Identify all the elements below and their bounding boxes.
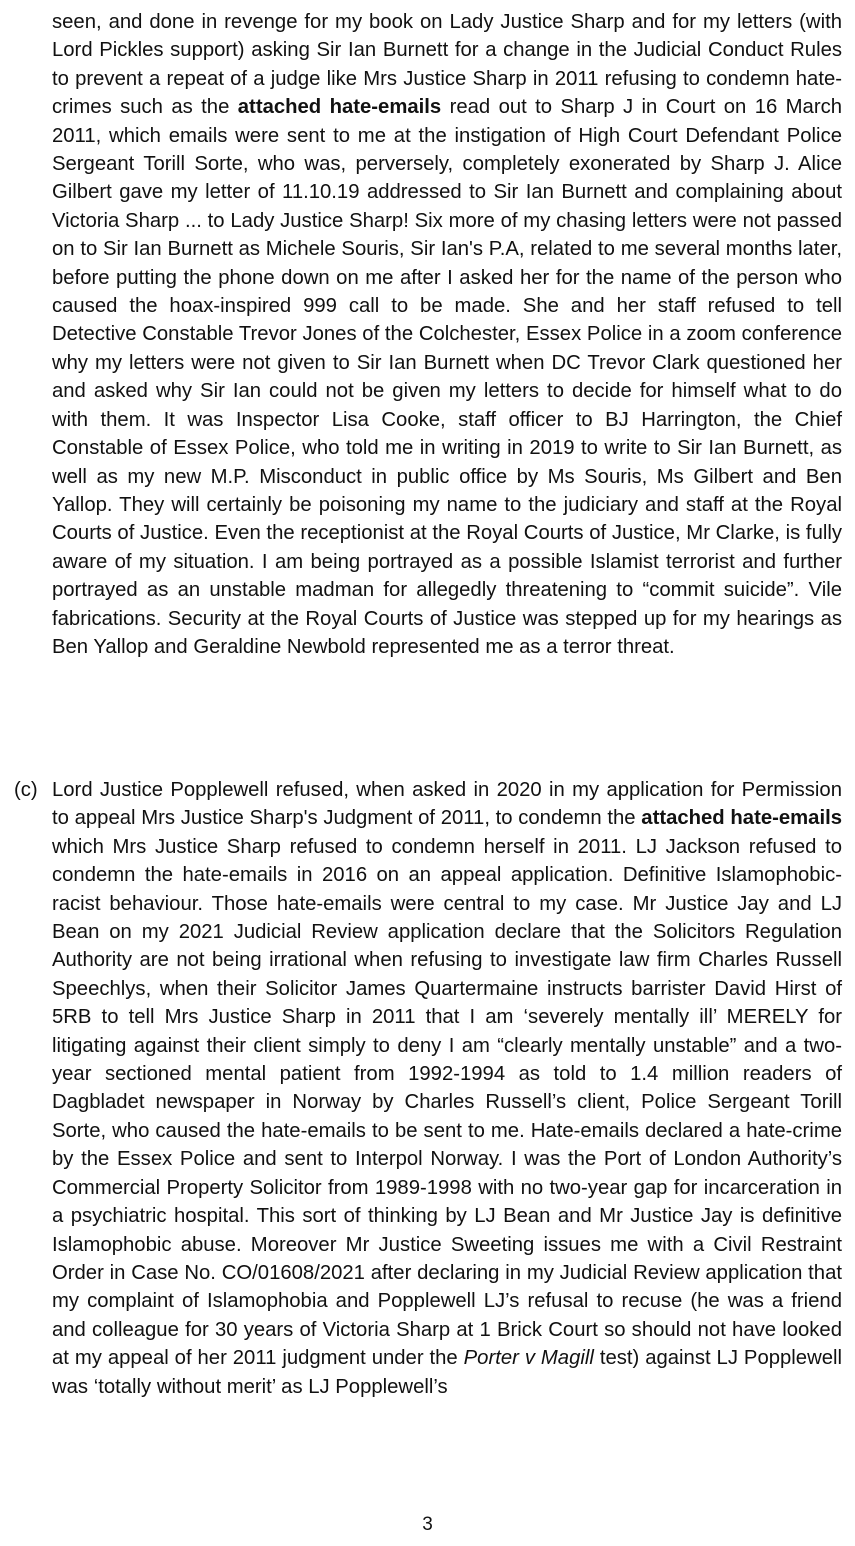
paragraph-c-label: (c) xyxy=(14,779,38,801)
paragraph-b-text-2: read out to Sharp J in Court on 16 March 2011, which emails were sent to me at the instigation of High Court Defendant Police Sergeant Torill Sorte, who was, perversely, completely exonerated by Sharp J. Alice Gilbert gave my letter of 11.10.19 addressed to Sir Ian Burnett and complaining about Victoria Sharp ... to Lady Justice Sharp! Six more of my chasing letters were not passed on to Sir Ian Burnett as Michele Souris, Sir Ian's P.A, related to me several months later, before putting the phone down on me after I asked her for the name of the person who caused the hoax-inspired 999 call to be made. She and her staff refused to tell Detective Constable Trevor Jones of the Colchester, Essex Police in a zoom conference why my letters were not given to Sir Ian Burnett when DC Trevor Clark questioned her and asked why Sir Ian could not be given my letters to decide for himself what to do with them. It was Inspector Lisa Cooke, staff officer to BJ Harrington, the Chief Constable of Essex Police, who told me in writing in 2019 to write to Sir Ian Burnett, as well as my new M.P. Misconduct in public office by Ms Souris, Ms Gilbert and Ben Yallop. They will certainly be poisoning my name to the judiciary and staff at the Royal Courts of Justice. Even the receptionist at the Royal Courts of Justice, Mr Clarke, is fully aware of my situation. I am being portrayed as a possible Islamist terrorist and further portrayed as an unstable madman for allegedly threatening to “commit suicide”. Vile fabrications. Security at the Royal Courts of Justice was stepped up for my hearings as Ben Yallop and Geraldine Newbold represented me as a terror threat. xyxy=(52,96,842,658)
paragraph-b-bold-hate-emails: attached hate-emails xyxy=(237,96,442,119)
paragraph-c-bold-hate-emails: attached hate-emails xyxy=(641,807,842,830)
paragraph-b-text-1: seen, and done in revenge for my book on Lady Justice Sharp and for my letters (with Lord Pickles support) asking Sir Ian Burnett for a change in the Judicial Conduct Rules to prevent a repeat of a judge like Mrs Justice Sharp in 2011 refusing to condemn hate-crimes such as the xyxy=(52,11,842,119)
paragraph-c xyxy=(52,776,842,1401)
paragraph-b-continuation xyxy=(52,8,842,661)
paragraph-c-text-3: test) against LJ Popplewell was ‘totally without merit’ as LJ Popplewell’s xyxy=(52,1347,843,1398)
page-number: 3 xyxy=(422,1514,433,1535)
paragraph-c-italic-case-name: Porter v Magill xyxy=(463,1347,594,1370)
paragraph-c-text-1: Lord Justice Popplewell refused, when asked in 2020 in my application for Permission to appeal Mrs Justice Sharp's Judgment of 2011, to condemn the xyxy=(52,779,842,830)
paragraph-c-text-2: which Mrs Justice Sharp refused to condemn herself in 2011. LJ Jackson refused to condemn the hate-emails in 2016 on an appeal application. Definitive Islamophobic-racist behaviour. Those hate-emails were central to my case. Mr Justice Jay and LJ Bean on my 2021 Judicial Review application declare that the Solicitors Regulation Authority are not being irrational when refusing to investigate law firm Charles Russell Speechlys, when their Solicitor James Quartermaine instructs barrister David Hirst of 5RB to tell Mrs Justice Sharp in 2011 that I am ‘severely mentally ill’ MERELY for litigating against their client simply to deny I am “clearly mentally unstable” and a two-year sectioned mental patient from 1992-1994 as told to 1.4 million readers of Dagbladet newspaper in Norway by Charles Russell’s client, Police Sergeant Torill Sorte, who caused the hate-emails to be sent to me. Hate-emails declared a hate-crime by the Essex Police and sent to Interpol Norway. I was the Port of London Authority’s Commercial Property Solicitor from 1989-1998 with no two-year gap for incarceration in a psychiatric hospital. This sort of thinking by LJ Bean and Mr Justice Jay is definitive Islamophobic abuse. Moreover Mr Justice Sweeting issues me with a Civil Restraint Order in Case No. CO/01608/2021 after declaring in my Judicial Review application that my complaint of Islamophobia and Popplewell LJ’s refusal to recuse (he was a friend and colleague for 30 years of Victoria Sharp at 1 Brick Court so should not have looked at my appeal of her 2011 judgment under the xyxy=(52,835,842,1370)
